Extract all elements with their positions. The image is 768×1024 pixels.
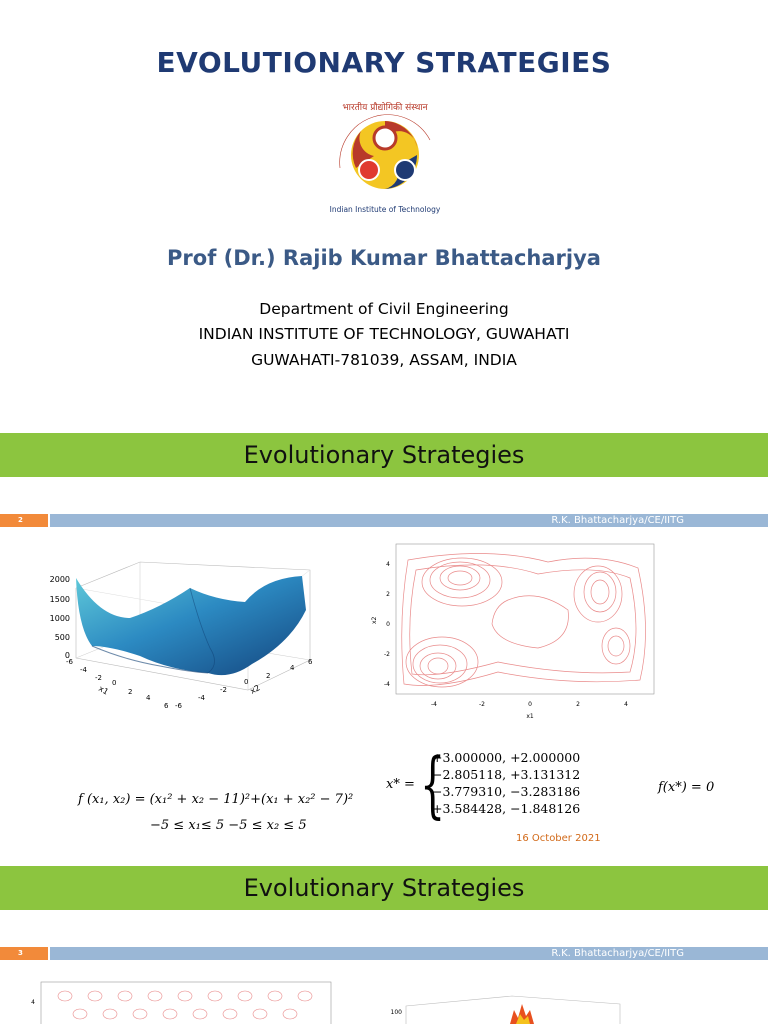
y-tick-label: 2 <box>386 591 390 598</box>
x1-axis-label: x1 <box>97 683 111 697</box>
objective-function: f (x₁, x₂) = (x₁² + x₂ − 11)²+(x₁ + x₂² − 7)² <box>78 792 354 807</box>
solution-row: −3.779310, −3.283186 <box>432 784 581 799</box>
himmelblau-surface-plot <box>40 548 330 718</box>
z-tick-label: 500 <box>54 633 70 642</box>
slide-top-strip <box>0 947 768 961</box>
y-tick-label: 4 <box>386 561 390 568</box>
section-header: Evolutionary Strategies <box>0 433 768 477</box>
institute-line: INDIAN INSTITUTE OF TECHNOLOGY, GUWAHATI <box>198 325 570 343</box>
x-tick-label: 0 <box>528 701 532 708</box>
x1-tick-label: -6 <box>66 658 73 666</box>
title-slide <box>0 0 768 432</box>
y-tick-label: 0 <box>386 621 390 628</box>
optimum-label: x* = <box>386 777 415 792</box>
rastrigin-surface-plot <box>392 996 622 1024</box>
slide-number: 2 <box>0 514 48 527</box>
y-tick-label: -2 <box>384 651 390 658</box>
slide-credit: R.K. Bhattacharjya/CE/IITG <box>551 948 684 959</box>
y-tick-label: 4 <box>31 999 35 1006</box>
svg-text:Indian Institute of Technology: Indian Institute of Technology <box>329 205 441 214</box>
x2-tick-label: -2 <box>220 686 227 694</box>
slide-number: 3 <box>0 947 48 960</box>
address-line: GUWAHATI-781039, ASSAM, INDIA <box>251 351 517 369</box>
x1-tick-label: 4 <box>146 694 151 702</box>
slide-credit: R.K. Bhattacharjya/CE/IITG <box>551 515 684 526</box>
x2-tick-label: 4 <box>290 664 295 672</box>
x-axis-label: x1 <box>526 713 534 720</box>
slide-top-strip <box>0 514 768 528</box>
z-tick-label: 1000 <box>49 614 70 623</box>
z-tick-label: 0 <box>64 651 70 660</box>
x1-tick-label: 2 <box>128 688 133 696</box>
x1-tick-label: -2 <box>95 674 102 682</box>
x-tick-label: -2 <box>479 701 485 708</box>
x-tick-label: -4 <box>431 701 437 708</box>
x2-axis-label: x2 <box>248 683 262 696</box>
section-header: Evolutionary Strategies <box>0 866 768 910</box>
y-tick-label: -4 <box>384 681 390 688</box>
x2-tick-label: 2 <box>266 672 271 680</box>
himmelblau-contour-plot <box>368 540 658 725</box>
z-tick-label: 1500 <box>49 595 70 604</box>
z-tick-label: 2000 <box>49 575 70 584</box>
author-name: Prof (Dr.) Rajib Kumar Bhattacharjya <box>167 246 601 270</box>
x2-tick-label: -4 <box>198 694 205 702</box>
solution-row: +3.584428, −1.848126 <box>432 801 581 816</box>
department-line: Department of Civil Engineering <box>259 300 509 318</box>
x2-tick-label: -6 <box>175 702 182 710</box>
iitg-logo <box>326 98 444 216</box>
variable-bounds: −5 ≤ x₁≤ 5 −5 ≤ x₂ ≤ 5 <box>150 818 307 833</box>
x2-tick-label: 0 <box>244 678 249 686</box>
rastrigin-contour-plot <box>25 980 335 1024</box>
x1-tick-label: -4 <box>80 666 87 674</box>
svg-text:भारतीय प्रौद्योगिकी संस्थान: भारतीय प्रौद्योगिकी संस्थान <box>342 103 428 113</box>
solution-brace: { <box>420 742 446 826</box>
optimum-value: f(x*) = 0 <box>658 780 715 795</box>
slide-title: EVOLUTIONARY STRATEGIES <box>156 46 612 79</box>
slide-date: 16 October 2021 <box>516 833 601 844</box>
z-tick-label: 100 <box>390 1009 402 1016</box>
x1-tick-label: 6 <box>164 702 169 710</box>
x-tick-label: 2 <box>576 701 580 708</box>
x2-tick-label: 6 <box>308 658 313 666</box>
x1-tick-label: 0 <box>112 679 117 687</box>
solution-row: −2.805118, +3.131312 <box>432 767 581 782</box>
solution-row: +3.000000, +2.000000 <box>432 750 581 765</box>
y-axis-label: x2 <box>371 616 378 624</box>
x-tick-label: 4 <box>624 701 628 708</box>
